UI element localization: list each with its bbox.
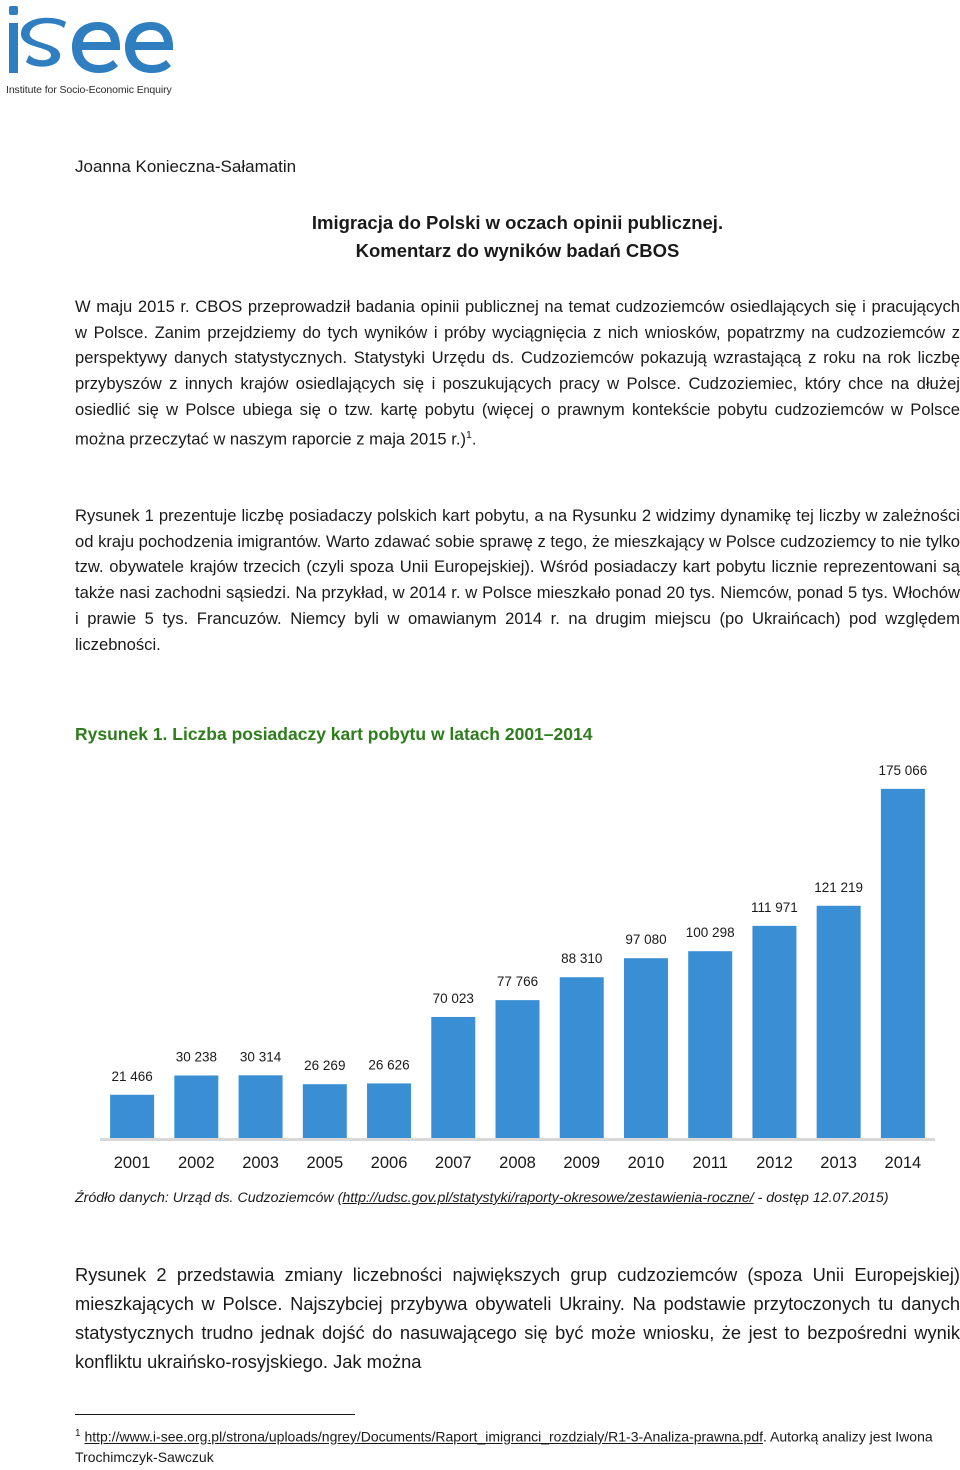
x-tick-label: 2008 [499,1154,536,1172]
bar [817,906,861,1138]
data-label: 175 066 [878,762,928,778]
footnote-ref[interactable]: 1 [466,428,472,441]
data-label: 121 219 [814,879,864,895]
bar-chart [80,762,940,1180]
x-tick-label: 2009 [563,1154,601,1172]
source-note [75,1188,960,1209]
data-label: 21 466 [111,1068,153,1084]
x-tick-label: 2005 [306,1154,344,1172]
x-tick-label: 2003 [242,1154,279,1172]
bar [688,951,732,1138]
data-label: 30 238 [175,1049,217,1065]
bar [303,1084,347,1138]
x-tick-label: 2001 [113,1154,151,1172]
x-tick-label: 2013 [820,1154,858,1172]
isee-logo [6,2,181,102]
data-label: 70 023 [432,990,474,1006]
bar [624,958,668,1138]
data-label: 30 314 [239,1049,282,1065]
x-tick-label: 2002 [177,1154,215,1172]
data-label: 26 269 [304,1058,346,1074]
source-link[interactable]: http://udsc.gov.pl/statystyki/raporty-okresowe/zestawienia-roczne/ [342,1190,754,1206]
document-subtitle: Komentarz do wyników badań CBOS [355,240,680,261]
x-tick-label: 2010 [627,1154,665,1172]
x-tick-label: 2007 [434,1154,472,1172]
paragraph-figure-intro: Rysunek 1 prezentuje liczbę posiadaczy polskich kart pobytu, a na Rysunku 2 widzimy dynamikę tej liczby w zależności od kraju pochodzenia imigrantów. Warto zdawać sobie sprawę z tego, że mieszkający w Polsce cudzoziemcy to nie tylko tzw. obywatele krajów trzecich (czyli spoza Unii Europejskiej). Wśród posiadaczy kart pobytu licznie reprezentowani są także nasi zachodni sąsiedzi. Na przykład, w 2014 r. w Polsce mieszkało ponad 20 tys. Niemców, ponad 5 tys. Włochów i prawie 5 tys. Francuzów. Niemcy byli w omawianym 2014 r. na drugim miejscu (po Ukraińcach) pod względem liczebności. [75,506,960,654]
footnote-divider [75,1414,355,1415]
data-label: 77 766 [496,974,539,990]
source-suffix: - dostęp 12.07.2015) [753,1190,889,1206]
author-name: Joanna Konieczna-Sałamatin [75,157,297,176]
x-tick-label: 2011 [692,1154,728,1172]
bar [174,1075,218,1138]
bar [431,1017,475,1138]
data-label: 97 080 [625,932,667,948]
document-title: Imigracja do Polski w oczach opinii publicznej. [311,212,724,233]
bar [110,1095,154,1138]
paragraph-figure2-intro: Rysunek 2 przedstawia zmiany liczebności największych grup cudzoziemców (spoza Unii Europejskiej) mieszkających w Polsce. Najszybciej przybywa obywateli Ukrainy. Na podstawie przytoczonych tu danych statystycznych trudno jednak dojść do nasuwającego się być może wniosku, że jest to bezpośredni wynik konfliktu ukraińsko-rosyjskiego. Jak można [75,1264,960,1372]
paragraph-intro-end: . [471,429,477,449]
bar [367,1083,411,1138]
footnote-link[interactable]: http://www.i-see.org.pl/strona/uploads/ngrey/Documents/Raport_imigranci_rozdzialy/R1-3-Analiza-prawna.pdf [84,1428,763,1445]
footnote-text: . Autorką analizy jest Iwona Trochimczyk-Sawczuk [75,1428,933,1465]
isee-logo-mark [6,2,181,84]
logo-subtitle: Institute for Socio-Economic Enquiry [6,84,172,96]
paragraph-intro [75,294,960,452]
bar [752,926,796,1138]
bar [560,977,604,1138]
paragraph-intro-text: W maju 2015 r. CBOS przeprowadził badania opinii publicznej na temat cudzoziemców osiedlających się i pracujących w Polsce. Zanim przejdziemy do tych wyników i próby wyciągnięcia z nich wniosków, popatrzmy na cudzoziemców z perspektywy danych statystycznych. Statystyki Urzędu ds. Cudzoziemców pokazują wzrastającą z roku na rok liczbę przybyszów z innych krajów osiedlających się i poszukujących pracy w Polsce. Cudzoziemiec, który chce na dłużej osiedlić się w Polsce ubiega się o tzw. kartę pobytu (więcej o prawnym kontekście pobytu cudzoziemców w Polsce można przeczytać w naszym raporcie z maja 2015 r.) [75,297,960,449]
x-tick-label: 2014 [884,1154,922,1172]
footnote [75,1424,960,1467]
data-label: 100 298 [685,925,735,941]
bar [239,1075,283,1138]
x-axis-line [100,1138,935,1141]
x-tick-label: 2006 [370,1154,408,1172]
x-tick-label: 2012 [756,1154,793,1172]
data-label: 111 971 [751,899,798,915]
bar [496,1000,540,1138]
footnote-number: 1 [75,1428,81,1439]
figure-caption: Rysunek 1. Liczba posiadaczy kart pobytu w latach 2001–2014 [75,724,593,744]
source-prefix: Źródło danych: Urząd ds. Cudzoziemców ( [75,1190,343,1206]
bar [881,789,925,1138]
data-label: 26 626 [368,1057,410,1073]
data-label: 88 310 [561,951,603,967]
